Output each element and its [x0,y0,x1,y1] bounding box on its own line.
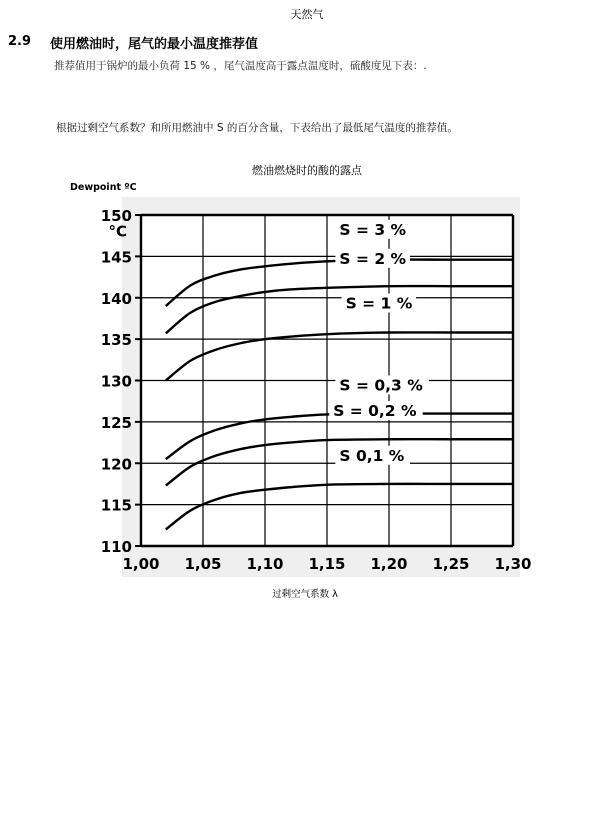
grid [135,215,513,546]
y-tick-label: 135 [100,331,132,350]
y-tick-label: 150 [100,207,132,225]
series-label: S = 0,2 % [333,402,417,421]
x-tick-label: 1,10 [246,555,284,573]
y-tick-label: 110 [100,538,132,556]
body-paragraph: 根据过剩空气系数？和所用燃油中 S 的百分含量，下表给出了最低尾气温度的推荐值。 [56,122,458,134]
y-tick-label: 145 [100,248,132,267]
series-label: S = 2 % [339,249,407,268]
section-number: 2.9 [8,34,32,49]
section-title: 使用燃油时，尾气的最小温度推荐值 [50,37,259,52]
series-label: S = 0,3 % [339,376,423,395]
y-axis-label: Dewpoint ºC [70,182,137,193]
page-header: 天然气 [290,8,324,21]
y-tick-label: 130 [100,372,132,391]
x-tick-label: 1,15 [308,555,346,573]
y-tick-label: 120 [100,455,132,474]
y-tick-label: 115 [100,496,132,515]
y-unit-label: °C [108,222,127,241]
series-label: S 0,1 % [339,446,405,465]
x-axis-label: 过剩空气系数 λ [272,589,338,600]
x-tick-label: 1,25 [432,555,470,573]
series-label: S = 1 % [345,294,413,313]
series-label: S = 3 % [339,220,407,239]
x-tick-label: 1,30 [494,555,532,573]
y-tick-label: 140 [100,289,132,308]
chart-title: 燃油燃烧时的酸的露点 [252,164,362,177]
intro-text: 推荐值用于锅炉的最小负荷 15 % ，尾气温度高于露点温度时，硫酸度见下表：. [54,60,427,72]
x-tick-label: 1,20 [370,555,408,573]
x-tick-label: 1,00 [122,555,160,573]
y-tick-label: 125 [100,413,132,432]
x-tick-label: 1,05 [184,555,222,573]
